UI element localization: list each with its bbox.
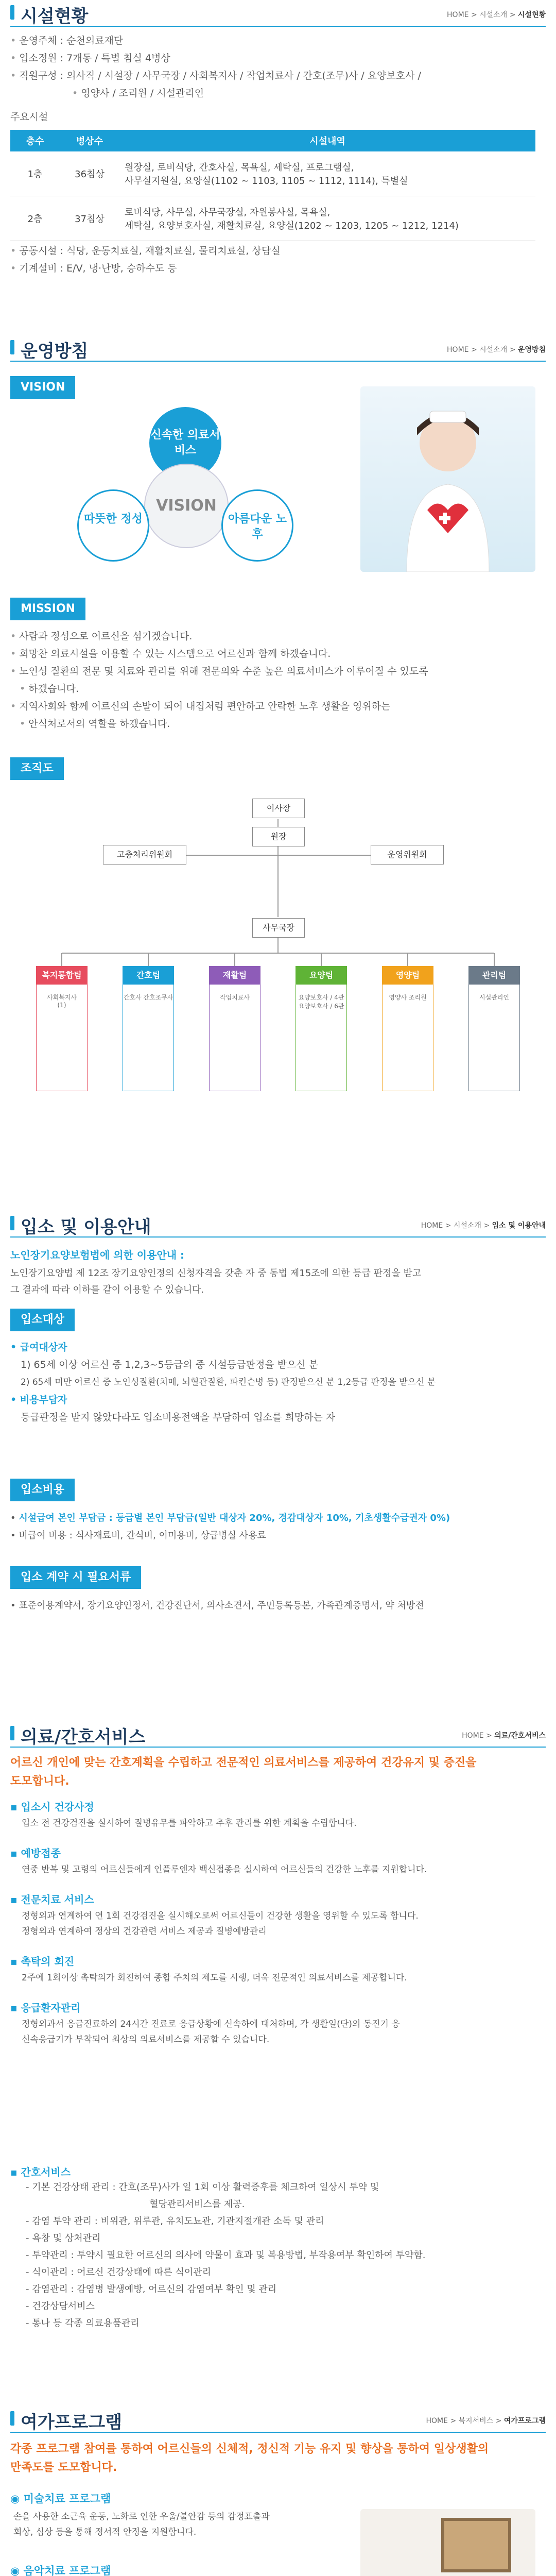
crumb-current: 의료/간호서비스 xyxy=(494,1732,546,1740)
facility-info-list xyxy=(10,32,535,102)
info-item: • 영양사 / 조리원 / 시설관리인 xyxy=(10,84,535,102)
target-details xyxy=(10,1338,546,1426)
cell-beds: 36침상 xyxy=(60,151,119,196)
leisure-items xyxy=(10,2488,329,2576)
admission-desc: 노인장기요양법 제 12조 장기요양인정의 신청자격을 갖춘 자 중 동법 제15조에 의한 등급 판정을 받고 그 결과에 따라 이하를 같이 이용할 수 있습니다. xyxy=(10,1268,422,1295)
section-header xyxy=(10,1211,546,1238)
vision-label: VISION xyxy=(10,376,75,399)
medical-item-title: ▪ 예방접종 xyxy=(10,1847,61,1859)
target-line: 등급판정을 받지 않았다라도 입소비용전액을 부담하여 입소를 희망하는 자 xyxy=(21,1412,336,1423)
medical-item xyxy=(10,1844,546,1877)
vision-circle-top: 신속한 의료서비스 xyxy=(149,407,221,479)
cost-line: • 비급여 비용 : 식사재료비, 간식비, 이미용비, 상급병실 사용료 xyxy=(10,1530,266,1541)
crumb-current: 시설현황 xyxy=(517,11,546,19)
medical-item xyxy=(10,1953,546,1986)
dept-members: 시설관리인 xyxy=(468,985,520,1091)
cost-label: 입소비용 xyxy=(10,1479,75,1501)
medical-item xyxy=(10,1798,546,1831)
col-desc: 시설내역 xyxy=(119,130,535,151)
target-line: 1) 65세 이상 어르신 중 1,2,3~5등급의 중 시설등급판정을 받으신 분 xyxy=(21,1359,319,1370)
vision-circle-right: 아름다운 노후 xyxy=(221,489,293,562)
breadcrumb: HOME > 시설소개 > 시설현황 xyxy=(447,11,546,19)
docs-text: • 표준이용계약서, 장기요양인정서, 건강진단서, 의사소견서, 주민등록등본, 가족관계증명서, 약 처방전 xyxy=(10,1600,424,1611)
section-header xyxy=(10,2406,546,2433)
nursing-item: - 통나 등 각종 의료용품관리 xyxy=(26,2318,140,2329)
extra-item: • 기계설비 : E/V, 냉·난방, 승하수도 등 xyxy=(10,260,281,277)
col-beds: 병상수 xyxy=(60,130,119,151)
extra-item: • 공동시설 : 식당, 운동치료실, 재활치료실, 물리치료실, 상담실 xyxy=(10,242,281,260)
col-floor: 층수 xyxy=(10,130,60,151)
cell-desc: 원장실, 로비식당, 간호사실, 목욕실, 세탁실, 프로그램실, 사무실지원실, 요양실(1102 ~ 1103, 1105 ~ 1112, 1114), 특별실 xyxy=(119,151,535,196)
dept-title: 복지통합팀 xyxy=(36,966,88,985)
cell-desc: 로비식당, 사무실, 사무국장실, 자원봉사실, 목욕실, 세탁실, 요양보호사실, 재활치료실, 요양실(1202 ~ 1203, 1205 ~ 1212, 1214) xyxy=(119,196,535,241)
crumb-mid[interactable]: 복지서비스 xyxy=(458,2417,494,2425)
dept-title: 재활팀 xyxy=(209,966,260,985)
info-item: • 운영주체 : 순천의료재단 xyxy=(10,32,535,49)
dept-box xyxy=(382,966,433,1091)
medical-item-desc: 정형외과서 응급진료하의 24시간 진료로 응급상황에 신속하에 대처하며, 각 생활일(단)의 동진기 응 xyxy=(22,2019,400,2029)
section-header xyxy=(10,0,546,27)
cell-floor: 2층 xyxy=(10,196,60,241)
info-item: • 직원구성 : 의사직 / 시설장 / 사무국장 / 사회복지사 / 작업치료사 / 간호(조무)사 / 요양보호사 / xyxy=(10,67,535,84)
section-leisure xyxy=(0,2406,556,2576)
medical-item-title: ▪ 입소시 건강사정 xyxy=(10,1801,94,1813)
dept-box xyxy=(209,966,260,1091)
admission-intro: 노인장기요양보험법에 의한 이용안내 : xyxy=(10,1249,185,1261)
section-title: 입소 및 이용안내 xyxy=(21,1217,151,1238)
nursing-item: - 감염 투약 관리 : 비위관, 위루관, 유치도뇨관, 기관지절개관 소독 및 관리 xyxy=(26,2216,324,2227)
dept-members: 사회복지사 (1) xyxy=(36,985,88,1091)
leisure-item xyxy=(10,2488,329,2540)
dept-title: 간호팀 xyxy=(123,966,174,985)
leisure-item-desc: 회상, 심상 등을 통해 정서적 안정을 지원합니다. xyxy=(13,2527,197,2537)
target-group-title: • 급여대상자 xyxy=(10,1342,67,1353)
crumb-home[interactable]: HOME xyxy=(447,11,469,19)
cost-details xyxy=(10,1510,546,1545)
mission-item: • 희망찬 의료시설을 이용할 수 있는 시스템으로 어르신과 함께 하겠습니다. xyxy=(10,645,535,663)
org-committee-right: 운영위원회 xyxy=(371,845,444,865)
nursing-item: 혈당관리서비스를 제공. xyxy=(149,2199,245,2210)
dept-members: 영양사 조리원 xyxy=(382,985,433,1091)
mission-item: • 노인성 질환의 전문 및 치료와 관리를 위해 전문의와 수준 높은 의료서비스가 이루어질 수 있도록 xyxy=(10,663,535,680)
nursing-item: - 감염관리 : 감염병 발생예방, 어르신의 감염여부 확인 및 관리 xyxy=(26,2284,277,2295)
crumb-home[interactable]: HOME xyxy=(426,2417,448,2425)
breadcrumb: HOME > 의료/간호서비스 xyxy=(462,1732,546,1740)
section-policy xyxy=(0,335,556,1211)
medical-item-desc: 2주에 1회이상 촉탁의가 회진하여 종합 주치의 제도를 시행, 더욱 전문적인 의료서비스를 제공합니다. xyxy=(22,1973,407,1983)
dept-box xyxy=(296,966,347,1091)
nursing-item: - 건강상담서비스 xyxy=(26,2301,95,2312)
nursing-title: ▪ 간호서비스 xyxy=(10,2166,71,2178)
crumb-current: 운영방침 xyxy=(517,346,546,354)
cell-floor: 1층 xyxy=(10,151,60,196)
leisure-lead: 각종 프로그램 참여를 통하여 어르신들의 신체적, 정신적 기능 유지 및 향상을 통하여 일상생활의 만족도를 도모합니다. xyxy=(10,2443,489,2474)
mission-item: • 사람과 정성으로 어르신을 섬기겠습니다. xyxy=(10,628,535,645)
medical-item-desc: 연중 반복 및 고령의 어르신들에게 인플루엔자 백신접종을 실시하여 어르신들의 건강한 노후를 지원합니다. xyxy=(22,1865,427,1875)
mission-label: MISSION xyxy=(10,598,85,620)
medical-item-desc: 정형외과 연계하여 연 1회 건강검진을 실시해오로써 어르신들이 건강한 생활을 영위할 수 있도록 합니다. xyxy=(22,1911,419,1921)
leisure-photo xyxy=(360,2509,535,2576)
target-group-title: • 비용부담자 xyxy=(10,1394,67,1405)
nursing-item: - 식이관리 : 어르신 건강상태에 따른 식이관리 xyxy=(26,2267,211,2278)
medical-item xyxy=(10,1999,546,2047)
title-marker xyxy=(10,5,14,20)
medical-item-desc: 신속응급기가 부착되어 최상의 의료서비스를 제공할 수 있습니다. xyxy=(22,2035,270,2045)
dept-members: 요양보호사 / 4관 요양보호사 / 6관 xyxy=(296,985,347,1091)
vision-center: VISION xyxy=(144,464,229,548)
title-marker xyxy=(10,2411,14,2426)
section-title: 시설현황 xyxy=(21,6,89,27)
table-row xyxy=(10,151,535,196)
medical-item-title: ▪ 응급환자관리 xyxy=(10,2002,81,2014)
table-row xyxy=(10,196,535,241)
target-line: 2) 65세 미만 어르신 중 노인성질환(치매, 뇌혈관질환, 파킨슨병 등) 판정받으신 분 1,2등급 판정을 받으신 분 xyxy=(21,1377,436,1387)
crumb-mid[interactable]: 시설소개 xyxy=(479,11,508,19)
medical-item xyxy=(10,1891,546,1939)
nursing-item: - 기본 건강상태 관리 : 간호(조무)사가 일 1회 이상 활력증후를 체크하여 일상시 투약 및 xyxy=(26,2182,379,2193)
dept-box xyxy=(36,966,88,1091)
org-label: 조직도 xyxy=(10,757,64,780)
leisure-item-title: ◉ 미술치료 프로그램 xyxy=(10,2493,111,2505)
breadcrumb: HOME > 시설소개 > 입소 및 이용안내 xyxy=(421,1222,546,1230)
medical-lead: 어르신 개인에 맞는 간호계획을 수립하고 전문적인 의료서비스를 제공하여 건강유지 및 증진을 도모합니다. xyxy=(10,1756,477,1788)
medical-item-desc: 정형외과 연계하여 정상의 건강관련 서비스 제공과 질병예방관리 xyxy=(22,1926,267,1937)
section-admission xyxy=(0,1211,556,1721)
mission-item: • 지역사회와 함께 어르신의 손발이 되어 내집처럼 편안하고 안락한 노후 생활을 영위하는 xyxy=(10,698,535,715)
mission-item: • 하겠습니다. xyxy=(10,680,535,698)
target-label: 입소대상 xyxy=(10,1309,75,1331)
dept-members: 작업치료사 xyxy=(209,985,260,1091)
vision-circle-left: 따뜻한 정성 xyxy=(77,489,149,562)
leisure-item-desc: 손을 사용한 소근육 운동, 노화로 인한 우울/불안감 등의 감정표출과 xyxy=(13,2512,270,2522)
section-facility xyxy=(0,0,556,335)
section-title: 의료/간호서비스 xyxy=(21,1727,146,1748)
medical-item-title: ▪ 촉탁의 회진 xyxy=(10,1955,75,1968)
section-title: 운영방침 xyxy=(21,341,89,362)
org-committee-left: 고충처리위원회 xyxy=(103,845,186,865)
mission-item: • 안식처로서의 역할을 하겠습니다. xyxy=(10,715,535,733)
table-header-row xyxy=(10,130,535,151)
wheelchair-illustration-icon xyxy=(360,2509,535,2576)
cost-line: • 시설급여 본인 부담금 : 등급별 본인 부담금(일반 대상자 20%, 경감대상자 10%, 기초생활수급권자 0%) xyxy=(10,1513,450,1523)
breadcrumb: HOME > 시설소개 > 운영방침 xyxy=(447,346,546,354)
section-medical xyxy=(0,1721,556,2406)
crumb-current: 여가프로그램 xyxy=(503,2417,546,2425)
org-top: 이사장 xyxy=(252,799,305,818)
medical-item-desc: 입소 전 건강검진을 실시하여 질병유무를 파악하고 추후 관리를 위한 계획을 수립합니다. xyxy=(22,1818,357,1828)
crumb-home[interactable]: HOME xyxy=(421,1222,443,1230)
nursing-item: - 욕창 및 상처관리 xyxy=(26,2233,101,2244)
section-title: 여가프로그램 xyxy=(21,2412,123,2433)
nursing-list xyxy=(10,2179,546,2332)
org-ceo: 원장 xyxy=(252,827,305,846)
crumb-current: 입소 및 이용안내 xyxy=(492,1222,546,1230)
title-marker xyxy=(10,1726,14,1740)
leisure-item xyxy=(10,2561,329,2576)
crumb-mid[interactable]: 시설소개 xyxy=(479,346,508,354)
breadcrumb: HOME > 복지서비스 > 여가프로그램 xyxy=(426,2417,546,2425)
dept-box xyxy=(123,966,174,1091)
docs-label: 입소 계약 시 필요서류 xyxy=(10,1566,141,1589)
rooms-table xyxy=(10,130,535,241)
dept-members: 간호사 간호조무사 xyxy=(123,985,174,1091)
title-marker xyxy=(10,1216,14,1230)
dept-box xyxy=(468,966,520,1091)
section-header xyxy=(10,1721,546,1748)
dept-title: 관리팀 xyxy=(468,966,520,985)
medical-item-title: ▪ 전문치료 서비스 xyxy=(10,1893,94,1906)
medical-items xyxy=(10,1798,546,2061)
dept-title: 요양팀 xyxy=(296,966,347,985)
crumb-mid[interactable]: 시설소개 xyxy=(453,1222,481,1230)
extra-list xyxy=(10,242,281,277)
dept-title: 영양팀 xyxy=(382,966,433,985)
crumb-home[interactable]: HOME xyxy=(447,346,469,354)
rooms-label: 주요시설 xyxy=(10,111,48,123)
cell-beds: 37침상 xyxy=(60,196,119,241)
nursing-block xyxy=(10,2164,546,2332)
leisure-item-title: ◉ 음악치료 프로그램 xyxy=(10,2565,111,2576)
crumb-home[interactable]: HOME xyxy=(462,1732,484,1740)
nursing-item: - 투약관리 : 투약시 필요한 어르신의 의사에 약물이 효과 및 복용방법, 부작용여부 확인하여 투약함. xyxy=(26,2250,426,2261)
info-item: • 입소정원 : 7개동 / 특별 침실 4병상 xyxy=(10,49,535,67)
org-office: 사무국장 xyxy=(252,918,305,938)
